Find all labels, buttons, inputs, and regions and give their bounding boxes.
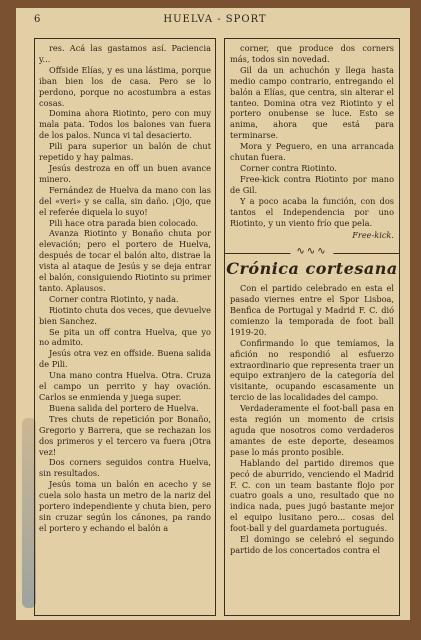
paragraph: Dos corners seguidos contra Huelva, sin resultados. xyxy=(39,457,211,479)
paragraph: Pili para superior un balón de chut repetido y hay palmas. xyxy=(39,141,211,163)
paragraph: Tres chuts de repetición por Bonaño, Gregorio y Barrera, que se rechazan los dos primeros y el tercero va fuera ¡Otra vez! xyxy=(39,413,211,457)
paragraph: res. Acá las gastamos así. Paciencia y... xyxy=(39,43,211,64)
paragraph: Corner contra Riotinto, y nada. xyxy=(49,293,179,304)
right-column xyxy=(224,38,400,616)
page-header xyxy=(34,14,396,28)
author-signature: Free-kick. xyxy=(352,230,394,241)
paragraph: Pili hace otra parada bien colocado. xyxy=(49,217,199,228)
paragraph: Fernández de Huelva da mano con las del «veri» y se calla, sin daño. ¡Ojo, que el referée diquela lo suyo! xyxy=(39,184,211,217)
paragraph: Offside Elías, y es una lástima, porque iban bien los de casa. Pero se lo perdono, porque no acostumbra a estas cosas. xyxy=(39,64,211,108)
paragraph: Buena salida del portero de Huelva. xyxy=(49,402,199,413)
paragraph: Riotinto chuta dos veces, que devuelve bien Sanchez. xyxy=(39,304,211,326)
paragraph: Con el partido celebrado en esta el pasado viernes entre el Spor Lisboa, Benfica de Portugal y Madrid F. C. dió comienzo la temporada de foot ball 1919-20. xyxy=(230,283,394,337)
paragraph: Jesús destroza en off un buen avance minero. xyxy=(39,162,211,184)
paragraph: Jesús otra vez en offside. Buena salida de Pili. xyxy=(39,348,211,370)
left-column xyxy=(34,38,216,616)
paragraph: Hablando del partido diremos que pecó de aburrido, venciendo el Madrid F. C. con un team bastante flojo por cuatro goals a uno, resultado que no indica nada, pues jugó bastante mejor el equipo lusitano pero... cosas del foot-ball y del guardameta portugués. xyxy=(230,457,394,534)
paragraph: Corner contra Riotinto. xyxy=(240,162,337,173)
section-divider xyxy=(225,246,399,258)
paragraph: Se pita un off contra Huelva, que yo no admito. xyxy=(39,326,211,348)
paragraph: Gil da un achuchón y llega hasta medio campo contrario, entregando el balón a Elías, que centra, sin alterar el tanteo. Domina otra vez Riotinto y el portero onubense se luce. Esto se anima, ahora que está para terminarse. xyxy=(230,64,394,141)
section-title: Crónica cortesana xyxy=(226,259,398,279)
paragraph: El domingo se celebró el segundo partido de los concertados contra el xyxy=(230,534,394,555)
paragraph: Avanza Riotinto y Bonaño chuta por elevación; pero el portero de Huelva, después de tocar el balón alto, distrae la vista al ataque de Jesús y se deja entrar el balón, consiguiendo Riotinto su primer tanto. Aplausos. xyxy=(39,228,211,293)
magazine-page xyxy=(16,8,410,620)
paragraph: Domina ahora Riotinto, pero con muy mala pata. Todos los balones van fuera de los palos. Nunca vi tal desacierto. xyxy=(39,108,211,141)
paragraph: Jesús toma un balón en acecho y se cuela solo hasta un metro de la nariz del portero independiente y chuta bien, pero sin cruzar según los cánones, pa rando el portero y echando el balón a xyxy=(39,479,211,533)
paragraph: corner, que produce dos corners más, todos sin novedad. xyxy=(230,43,394,64)
paragraph: Una mano contra Huelva. Otra. Cruza el campo un perrito y hay ovación. Carlos se enmienda y juega super. xyxy=(39,370,211,402)
page-number: 6 xyxy=(34,14,42,25)
running-title: HUELVA - SPORT xyxy=(163,14,267,25)
cronica-cortesana-body xyxy=(225,283,399,556)
wave-ornament-icon: ∿∿∿ xyxy=(290,247,333,258)
paragraph: Free-kick contra Riotinto por mano de Gil. xyxy=(230,173,394,195)
match-report-continuation xyxy=(225,39,399,245)
paragraph: Verdaderamente el foot-ball pasa en esta región un momento de crisis aguda que nosotros como verdaderos amantes de este deporte, deseamos pase lo más pronto posible. xyxy=(230,403,394,457)
paragraph: Confirmando lo que temíamos, la afición no respondió al esfuerzo extraordinario que representa traer un equipo extranjero de la categoría del visitante, ocupando escasamente un tercio de las localidades del campo. xyxy=(230,337,394,403)
paragraph: Mora y Peguero, en una arrancada chutan fuera. xyxy=(230,141,394,163)
paragraph: Y a poco acaba la función, con dos tantos el Independencia por uno Riotinto, y un viento frío que pela. xyxy=(230,195,394,228)
